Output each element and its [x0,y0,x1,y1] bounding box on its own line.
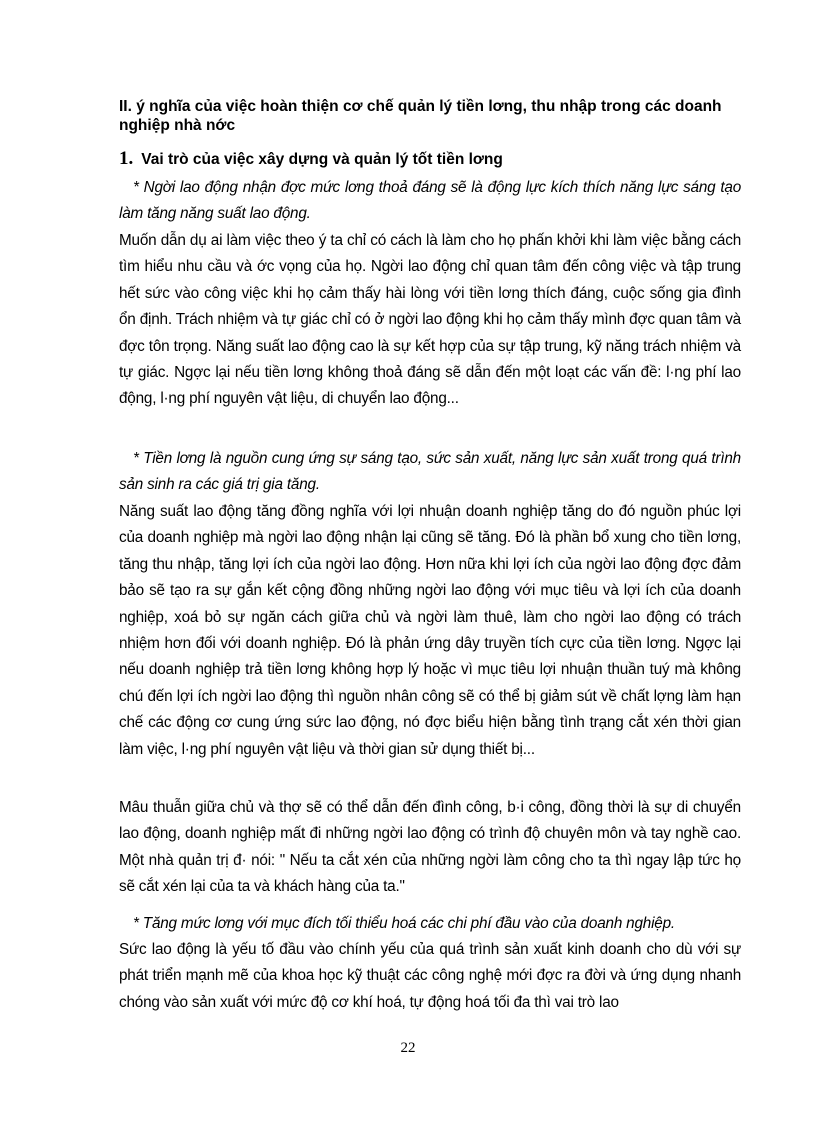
paragraph-3: * Tiền lơng là nguồn cung ứng sự sáng tạo, sức sản xuất, năng lực sản xuất trong quá trình sản sinh ra các giá trị gia tăng. [119,450,741,494]
paragraph-6: * Tăng mức lơng với mục đích tối thiểu hoá các chi phí đầu vào của doanh nghiệp. [133,915,675,932]
paragraph-7: Sức lao động là yếu tố đầu vào chính yếu của quá trình sản xuất kinh doanh cho dù với sự phát triển mạnh mẽ của khoa học kỹ thuật các công nghệ mới đợc ra đời và ứng dụng nhanh chóng vào sản xuất với mức độ cơ khí hoá, tự động hoá tối đa thì vai trò lao [119,941,741,1011]
subsection-title: Vai trò của việc xây dựng và quản lý tốt tiền lơng [141,151,503,168]
subsection-heading [119,149,741,169]
section-heading: II. ý nghĩa của việc hoàn thiện cơ chế quản lý tiền lơng, thu nhập trong các doanh nghiệp nhà nớc [119,98,722,134]
paragraph-5: Mâu thuẫn giữa chủ và thợ sẽ có thể dẫn đến đình công, b·i công, đồng thời là sự di chuyển lao động, doanh nghiệp mất đi những ngời lao động có trình độ chuyên môn và tay nghề cao. Một nhà quản trị đ· nói: " Nếu ta cắt xén của những ngời làm công cho ta thì ngay lập tức họ sẽ cắt xén lại của ta và khách hàng của ta." [119,799,741,896]
paragraph-4: Năng suất lao động tăng đồng nghĩa với lợi nhuận doanh nghiệp tăng do đó nguồn phúc lợi của doanh nghiệp mà ngời lao động nhận lại cũng sẽ tăng. Đó là phần bổ xung cho tiền lơng, tăng thu nhập, tăng lợi ích của ngời lao động. Hơn nữa khi lợi ích của ngời lao động đợc đảm bảo sẽ tạo ra sự gắn kết cộng đồng những ngời lao động với mục tiêu và lợi ích của doanh nghiệp, xoá bỏ sự ngăn cách giữa chủ và ngời làm thuê, làm cho ngời lao động có trách nhiệm hơn đối với doanh nghiệp. Đó là phản ứng dây truyền tích cực của tiền lơng. Ngợc lại nếu doanh nghiệp trả tiền lơng không hợp lý hoặc vì mục tiêu lợi nhuận thuần tuý mà không chú đến lợi ích ngời lao động thì nguồn nhân công sẽ có thể bị giảm sút về chất lợng làm hạn chế các động cơ cung ứng sức lao động, nó đợc biểu hiện bằng tình trạng cắt xén thời gian làm việc, l·ng phí nguyên vật liệu và thời gian sử dụng thiết bị... [119,503,741,758]
paragraph-2: Muốn dẫn dụ ai làm việc theo ý ta chỉ có cách là làm cho họ phấn khởi khi làm việc bằng cách tìm hiểu nhu cầu và ớc vọng của họ. Ngời lao động chỉ quan tâm đến công việc và tập trung hết sức vào công việc khi họ cảm thấy hài lòng với tiền lơng thích đáng, cuộc sống gia đình ổn định. Trách nhiệm và tự giác chỉ có ở ngời lao động khi họ cảm thấy mình đợc quan tâm và đợc tôn trọng. Năng suất lao động cao là sự kết hợp của sự tập trung, kỹ năng trách nhiệm và tự giác. Ngợc lại nếu tiền lơng không thoả đáng sẽ dẫn đến một loạt các vấn đề: l·ng phí lao động, l·ng phí nguyên vật liệu, di chuyển lao động... [119,232,741,408]
page-number: 22 [400,1040,416,1056]
paragraph-1: * Ngời lao động nhận đợc mức lơng thoả đáng sẽ là động lực kích thích năng lực sáng tạo làm tăng năng suất lao động. [119,179,741,223]
subsection-number: 1. [119,148,134,169]
